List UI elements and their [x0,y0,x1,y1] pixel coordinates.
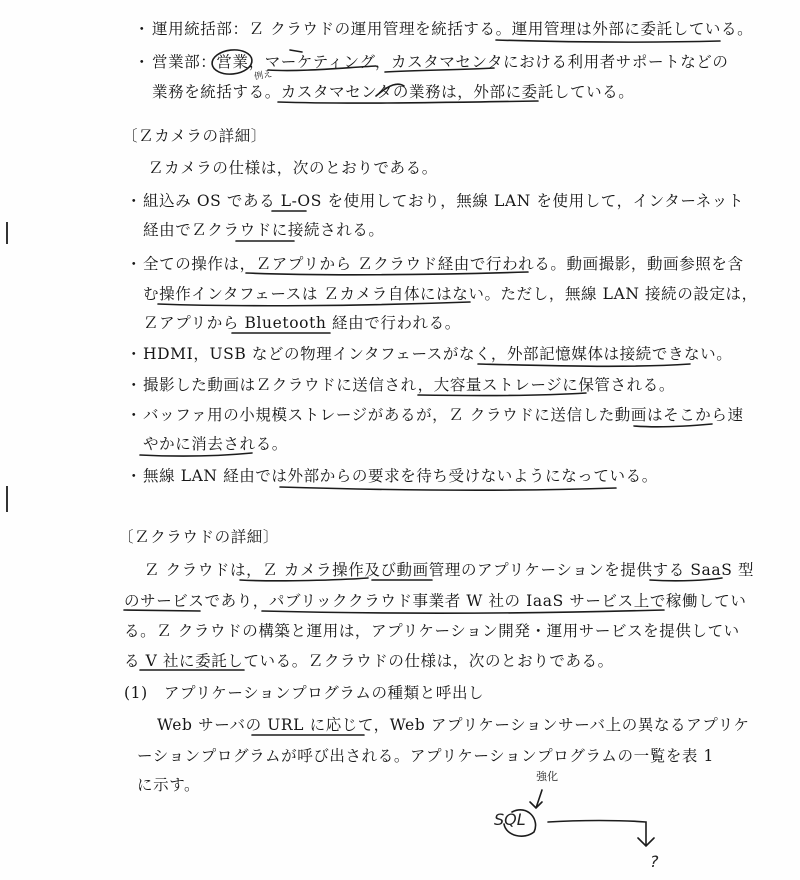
bullet: ・ [126,406,142,424]
camera-item-2-line-2: む操作インタフェースは Ｚカメラ自体にはない。ただし，無線 LAN 接続の設定は， [143,285,758,303]
cloud-paragraph-line-3: る。Ｚ クラウドの構築と運用は，アプリケーション開発・運用サービスを提供してい [124,622,740,640]
handwritten-underline [496,40,720,42]
handwritten-note: SQL [494,810,526,829]
camera-item-6-line-1: 無線 LAN 経由では外部からの要求を待ち受けないようになっている。 [143,467,658,485]
top-item-2-line-1: 営業部：営業，マーケティング，カスタマセンタにおける利用者サポートなどの [152,53,729,71]
camera-item-2-line-1: 全ての操作は，Ｚアプリから Ｚクラウド経由で行われる。動画撮影，動画参照を含 [143,255,744,273]
cloud-sub-paragraph-line-3: に示す。 [137,776,201,794]
bullet: ・ [134,53,150,71]
handwritten-underline [280,487,616,490]
bullet: ・ [126,467,142,485]
scan-margin-mark [6,486,8,512]
bullet: ・ [134,20,150,38]
bullet: ・ [126,255,142,273]
handwritten-note: ? [650,852,659,871]
bullet: ・ [126,192,142,210]
handwritten-note: 例え [253,69,274,83]
top-item-2-line-2: 業務を統括する。カスタマセンタの業務は，外部に委託している。 [152,83,635,101]
camera-item-3-line-1: HDMI，USB などの物理インタフェースがなく，外部記憶媒体は接続できない。 [143,345,733,363]
camera-item-5-line-2: やかに消去される。 [143,435,288,453]
bullet: ・ [126,376,142,394]
handwritten-note: 強化 [536,770,558,783]
camera-item-4-line-1: 撮影した動画はＺクラウドに送信され，大容量ストレージに保管される。 [143,376,675,394]
scan-margin-mark [6,222,8,244]
cloud-paragraph-line-4: る V 社に委託している。Ｚクラウドの仕様は，次のとおりである。 [124,652,614,670]
bullet: ・ [126,345,142,363]
cloud-sub-paragraph-line-2: ーションプログラムが呼び出される。アプリケーションプログラムの一覧を表 1 [137,747,715,765]
camera-item-1-line-1: 組込み OS である L-OS を使用しており，無線 LAN を使用して，インターネット [143,192,744,210]
camera-intro: Ｚカメラの仕様は，次のとおりである。 [148,159,438,177]
camera-item-2-line-3: Ｚアプリから Bluetooth 経由で行われる。 [143,314,461,332]
cloud-paragraph-line-2: のサービスであり，パブリッククラウド事業者 W 社の IaaS サービス上で稼働してい [124,592,747,610]
cloud-paragraph-line-1: Ｚ クラウドは，Ｚ カメラ操作及び動画管理のアプリケーションを提供する SaaS 型 [144,561,755,579]
handwritten-underline [478,364,690,366]
cloud-heading: 〔Ｚクラウドの詳細〕 [118,528,280,546]
camera-item-1-line-2: 経由でＺクラウドに接続される。 [143,221,385,239]
camera-heading: 〔Ｚカメラの詳細〕 [122,127,267,145]
camera-item-5-line-1: バッファ用の小規模ストレージがあるが，Ｚ クラウドに送信した動画はそこから速 [143,406,744,424]
cloud-subheading: (1) アプリケーションプログラムの種類と呼出し [124,684,485,702]
top-item-1-line-1: 運用統括部：Ｚ クラウドの運用管理を統括する。運用管理は外部に委託している。 [152,20,754,38]
cloud-sub-paragraph-line-1: Web サーバの URL に応じて，Web アプリケーションサーバ上の異なるアプリケ [157,716,750,734]
